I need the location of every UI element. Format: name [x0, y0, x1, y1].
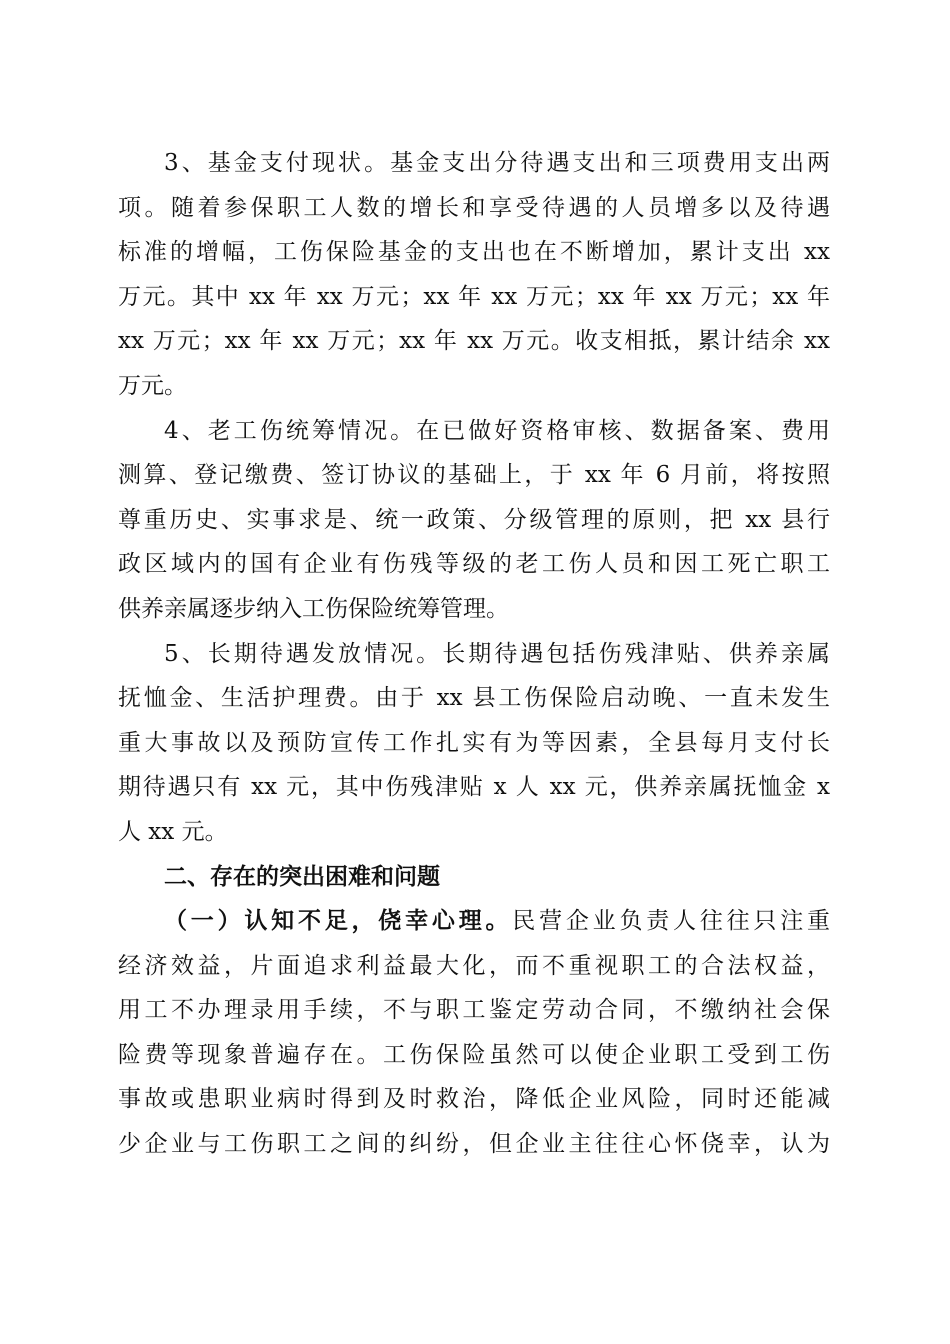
- text-line: 测算、登记缴费、签订协议的基础上，于 xx 年 6 月前，将按照: [118, 462, 830, 489]
- paragraph-fund-payment: [118, 141, 830, 409]
- text-line: 用工不办理录用手续，不与职工鉴定劳动合同，不缴纳社会保: [118, 997, 830, 1024]
- text-line: 政区域内的国有企业有伤残等级的老工伤人员和因工死亡职工: [118, 551, 830, 578]
- text-line: 抚恤金、生活护理费。由于 xx 县工伤保险启动晚、一直未发生: [118, 685, 830, 712]
- paragraph-long-term-benefits: [118, 632, 830, 855]
- document-page: [118, 141, 830, 1167]
- text-line: xx 万元；xx 年 xx 万元；xx 年 xx 万元。收支相抵，累计结余 xx: [118, 328, 830, 355]
- text-line: [118, 899, 830, 944]
- text-line: 万元。其中 xx 年 xx 万元；xx 年 xx 万元；xx 年 xx 万元；xx 年: [118, 283, 830, 310]
- text-line: 供养亲属逐步纳入工伤保险统筹管理。: [118, 595, 509, 622]
- text-line: 重大事故以及预防宣传工作扎实有为等因素，全县每月支付长: [118, 729, 830, 756]
- text-span: 民营企业负责人往往只注重: [512, 908, 831, 935]
- text-line: 少企业与工伤职工之间的纠纷，但企业主往往心怀侥幸，认为: [118, 1131, 830, 1158]
- section-heading: 二、存在的突出困难和问题: [164, 862, 440, 890]
- paragraph-old-injury: [118, 409, 830, 632]
- text-line: 事故或患职业病时得到及时救治，降低企业风险，同时还能减: [118, 1086, 830, 1113]
- text-line: 项。随着参保职工人数的增长和享受待遇的人员增多以及待遇: [118, 194, 830, 221]
- paragraph-awareness: [118, 899, 830, 1167]
- subsection-title: （一）认知不足，侥幸心理。: [164, 907, 513, 935]
- text-line: 人 xx 元。: [118, 818, 228, 845]
- text-line: 险费等现象普遍存在。工伤保险虽然可以使企业职工受到工伤: [118, 1041, 830, 1068]
- text-line: 万元。: [118, 372, 187, 399]
- text-line: 4、老工伤统筹情况。在已做好资格审核、数据备案、费用: [164, 417, 830, 444]
- text-line: 期待遇只有 xx 元，其中伤残津贴 x 人 xx 元，供养亲属抚恤金 x: [118, 774, 830, 801]
- text-line: 尊重历史、实事求是、统一政策、分级管理的原则，把 xx 县行: [118, 506, 830, 533]
- text-line: 3、基金支付现状。基金支出分待遇支出和三项费用支出两: [164, 150, 830, 176]
- text-line: 经济效益，片面追求利益最大化，而不重视职工的合法权益，: [118, 952, 830, 979]
- text-line: 标准的增幅，工伤保险基金的支出也在不断增加，累计支出 xx: [118, 239, 830, 266]
- text-line: 5、长期待遇发放情况。长期待遇包括伤残津贴、供养亲属: [164, 640, 830, 667]
